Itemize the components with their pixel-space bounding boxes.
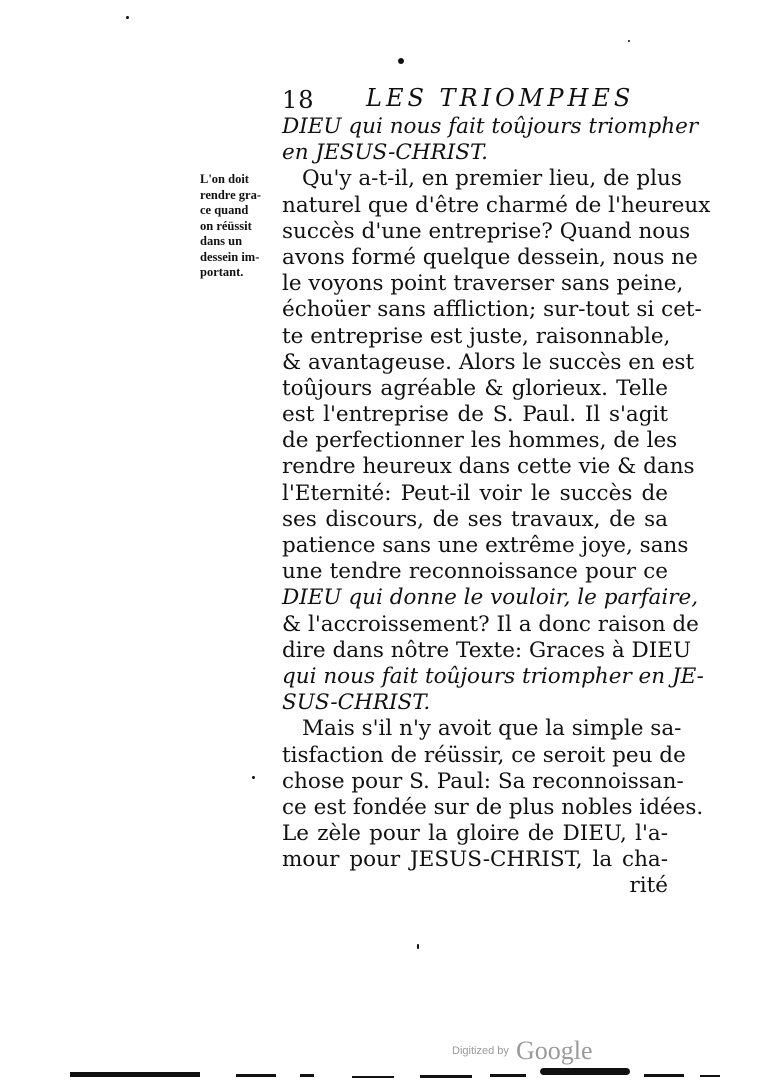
scan-edge-mark [644,1074,684,1077]
text-line: mour pour JESUS-CHRIST, la cha- [282,847,668,873]
google-logo: Google [515,1036,593,1065]
margin-note-line: ce quand [200,203,249,217]
text-line: te entreprise est juste, raisonnable, [282,323,671,349]
text-line: est l'entreprise de S. Paul. Il s'agit [282,402,668,428]
text-line: ce est fondée sur de plus nobles idées. [282,794,704,820]
catchword: rité [629,873,668,899]
text-line: toûjours agréable & glorieux. Telle [282,375,668,401]
scan-edge-mark [352,1076,394,1078]
text-line: qui nous fait toûjours triompher en JE- [282,663,704,689]
ink-speck [252,776,255,779]
text-line: DIEU qui donne le vouloir, le parfaire, [282,585,699,611]
text-line: rendre heureux dans cette vie & dans [282,454,695,480]
margin-note [200,172,280,281]
digitized-watermark [452,1036,593,1066]
text-line: Le zèle pour la gloire de DIEU, l'a- [282,821,668,847]
scan-edge-mark [490,1074,526,1077]
page-number: 18 [282,86,315,114]
text-line: tisfaction de réüssir, ce seroit peu de [282,742,686,768]
text-line: & l'accroissement? Il a donc raison de [282,611,699,637]
text-line: une tendre reconnoissance pour ce [282,559,668,585]
text-line: Mais s'il n'y avoit que la simple sa- [302,716,682,742]
scan-edge-mark [420,1075,472,1078]
margin-note-line: rendre gra- [200,187,261,202]
text-line: naturel que d'être charmé de l'heureux [282,192,711,218]
text-line: DIEU qui nous fait toûjours triompher [282,114,699,139]
running-head [282,82,702,116]
ink-speck [398,58,404,64]
text-line: chose pour S. Paul: Sa reconnoissan- [282,768,684,794]
text-line: en JESUS-CHRIST. [282,140,488,166]
text-line: Qu'y a-t-il, en premier lieu, de plus [302,166,682,192]
scan-edge-mark [540,1068,630,1075]
text-line: SUS-CHRIST. [282,690,431,716]
ink-speck [628,40,630,42]
scan-edge-mark [300,1074,314,1077]
text-line: dire dans nôtre Texte: Graces à DIEU [282,637,692,663]
text-line: échoüer sans affliction; sur-tout si cet- [282,297,702,323]
text-line: avons formé quelque dessein, nous ne [282,244,698,270]
text-line: ses discours, de ses travaux, de sa [282,506,668,532]
scan-edge-mark [236,1074,276,1077]
ink-speck [417,944,419,949]
scan-edge-mark [700,1075,720,1077]
text-line: le voyons point traverser sans peine, [282,271,684,297]
margin-note-line: L'on doit [200,172,249,186]
digitized-label: Digitized by [452,1045,509,1057]
ink-speck [126,16,129,19]
margin-note-line: dans un [200,234,243,248]
margin-note-line: dessein im- [200,249,260,264]
margin-note-line: portant. [200,265,244,279]
scan-edge-mark [70,1072,200,1077]
text-line: de perfectionner les hommes, de les [282,428,678,454]
text-line: patience sans une extrême joye, sans [282,533,689,558]
text-line: l'Eternité: Peut-il voir le succès de [282,480,668,506]
margin-note-line: on réüssit [200,218,252,233]
text-line: succès d'une entreprise? Quand nous [282,218,691,244]
body-text [282,114,711,900]
running-title: LES TRIOMPHES [366,84,635,112]
text-line: & avantageuse. Alors le succès en est [282,349,695,375]
